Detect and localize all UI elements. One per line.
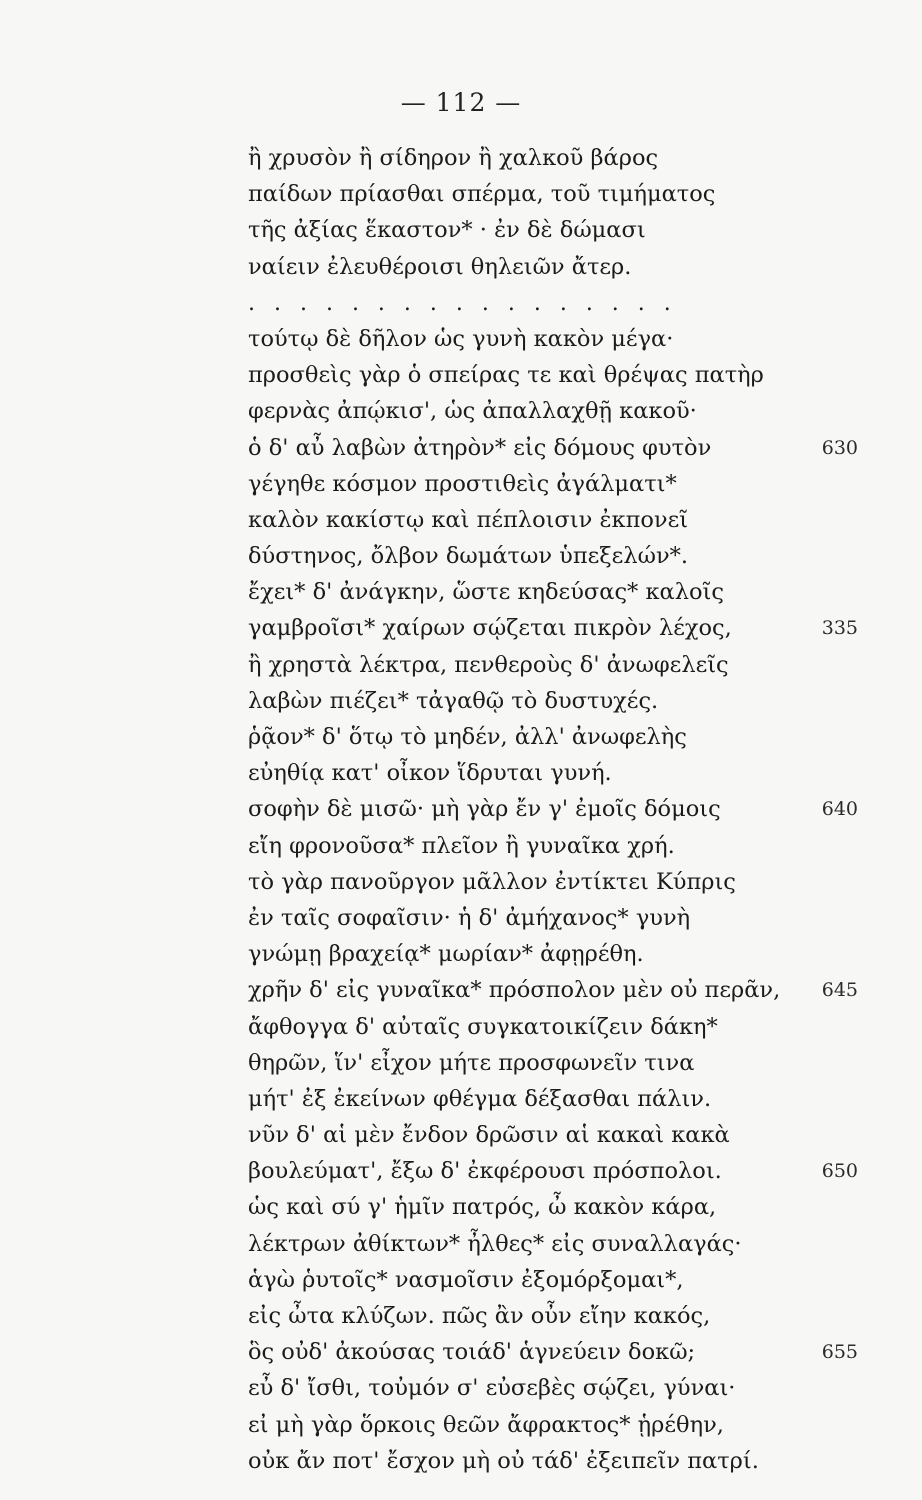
verse-text: εἰς ὦτα κλύζων. πῶς ἂν οὖν εἴην κακός, [248,1303,711,1329]
verse-line [248,972,858,1008]
verse-text: ἔχει* δ' ἀνάγκην, ὥστε κηδεύσας* καλοῖς [248,579,724,606]
verse-line [248,719,858,755]
verse-text: εἴη φρονοῦσα* πλεῖον ἢ γυναῖκα χρή. [248,832,675,859]
verse-line [248,1045,858,1081]
verse-line [248,828,858,864]
verse-line [248,574,858,610]
verse-text: θηρῶν, ἵν' εἶχον μήτε προσφωνεῖν τινα [248,1049,695,1076]
line-number: 650 [821,1160,858,1183]
verse-line [248,1407,858,1443]
verse-text: τούτῳ δὲ δῆλον ὡς γυνὴ κακὸν μέγα· [248,325,674,352]
verse-text: ὡς καὶ σύ γ' ἡμῖν πατρός, ὦ κακὸν κάρα, [248,1194,717,1221]
verse-text: εἰ μὴ γὰρ ὅρκοις θεῶν ἄφρακτος* ᾑρέθην, [248,1411,724,1438]
verse-text: ἁγὼ ῥυτοῖς* νασμοῖσιν ἐξομόρξομαι*, [248,1266,684,1293]
line-number: 630 [821,436,858,459]
verse-line [248,357,858,393]
verse-text: τῆς ἀξίας ἕκαστον* · ἐν δὲ δώμασι [248,217,646,244]
verse-text: εὐηθίᾳ κατ' οἶκον ἵδρυται γυνή. [248,760,612,787]
verse-line [248,1226,858,1262]
verse-text: ὁ δ' αὖ λαβὼν ἀτηρὸν* εἰς δόμους φυτὸν [248,434,712,461]
verse-line [248,1153,858,1189]
verse-text: νῦν δ' αἱ μὲν ἔνδον δρῶσιν αἱ κακαὶ κακὰ [248,1122,730,1149]
verse-text: μήτ' ἐξ ἐκείνων φθέγμα δέξασθαι πάλιν. [248,1085,712,1112]
line-number: 645 [821,979,858,1002]
verse-line [248,1117,858,1153]
verse-text: καλὸν κακίστῳ καὶ πέπλοισιν ἐκπονεῖ [248,506,689,533]
verse-text: ῥᾷον* δ' ὅτῳ τὸ μηδέν, ἀλλ' ἀνωφελὴς [248,724,687,750]
verse-line [248,900,858,936]
verse-line [248,285,858,321]
verse-text: οὐκ ἄν ποτ' ἔσχον μὴ οὐ τάδ' ἐξειπεῖν πατρί. [248,1447,759,1474]
verse-line [248,502,858,538]
verse-line [248,1443,858,1479]
verse-line [248,1262,858,1298]
verse-text: ὃς οὐδ' ἀκούσας τοιάδ' ἁγνεύειν δοκῶ; [248,1339,696,1366]
verse-text: παίδων πρίασθαι σπέρμα, τοῦ τιμήματος [248,181,716,208]
verse-line [248,936,858,972]
verse-line [248,1009,858,1045]
verse-line [248,249,858,285]
verse-line [248,1298,858,1334]
verse-line [248,393,858,429]
verse-text: ναίειν ἐλευθέροισι θηλειῶν ἄτερ. [248,253,632,280]
verse-text: . . . . . . . . . . . . . . . . . [248,290,677,316]
verse-text: ἐν ταῖς σοφαῖσιν· ἡ δ' ἀμήχανος* γυνὴ [248,904,691,931]
verse-text: τὸ γὰρ πανοῦργον μᾶλλον ἐντίκτει Κύπρις [248,868,736,895]
verse-text: βουλεύματ', ἔξω δ' ἐκφέρουσι πρόσπολοι. [248,1158,722,1185]
verse-line [248,466,858,502]
verse-text: γέγηθε κόσμον προστιθεὶς ἀγάλματι* [248,470,677,497]
verse-line [248,647,858,683]
line-number: 655 [821,1341,858,1364]
verse-line [248,321,858,357]
verse-line [248,538,858,574]
verse-text: χρῆν δ' εἰς γυναῖκα* πρόσπολον μὲν οὐ περᾶν, [248,977,781,1004]
verse-text: ἄφθογγα δ' αὐταῖς συγκατοικίζειν δάκη* [248,1013,718,1040]
verse-text: φερνὰς ἀπῴκισ', ὡς ἀπαλλαχθῇ κακοῦ· [248,398,697,425]
verse-line [248,683,858,719]
verse-line [248,755,858,791]
verse-text: δύστηνος, ὄλβον δωμάτων ὑπεξελών*. [248,543,689,570]
verse-line [248,430,858,466]
verse-text: γαμβροῖσι* χαίρων σῴζεται πικρὸν λέχος, [248,615,732,642]
verse-text: προσθεὶς γὰρ ὁ σπείρας τε καὶ θρέψας πατὴρ [248,362,764,389]
page-number: — 112 — [400,88,522,117]
verse-line [248,212,858,248]
verse-line [248,140,858,176]
verse-line [248,864,858,900]
verse-block [248,140,858,1479]
verse-line [248,1334,858,1370]
line-number: 335 [821,617,858,640]
verse-text: ἢ χρηστὰ λέκτρα, πενθεροὺς δ' ἀνωφελεῖς [248,651,729,678]
verse-text: σοφὴν δὲ μισῶ· μὴ γὰρ ἔν γ' ἐμοῖς δόμοις [248,796,721,823]
verse-line [248,791,858,827]
line-number: 640 [821,798,858,821]
verse-text: εὖ δ' ἴσθι, τοὐμόν σ' εὐσεβὲς σῴζει, γύναι· [248,1375,736,1402]
verse-text: ἢ χρυσὸν ἢ σίδηρον ἢ χαλκοῦ βάρος [248,145,659,171]
verse-line [248,1370,858,1406]
verse-text: λέκτρων ἀθίκτων* ἦλθες* εἰς συναλλαγάς· [248,1230,742,1257]
verse-line [248,610,858,646]
verse-line [248,1081,858,1117]
verse-text: γνώμῃ βραχείᾳ* μωρίαν* ἀφῃρέθη. [248,941,644,968]
verse-line [248,176,858,212]
verse-line [248,1189,858,1225]
verse-text: λαβὼν πιέζει* τἀγαθῷ τὸ δυστυχές. [248,687,659,714]
